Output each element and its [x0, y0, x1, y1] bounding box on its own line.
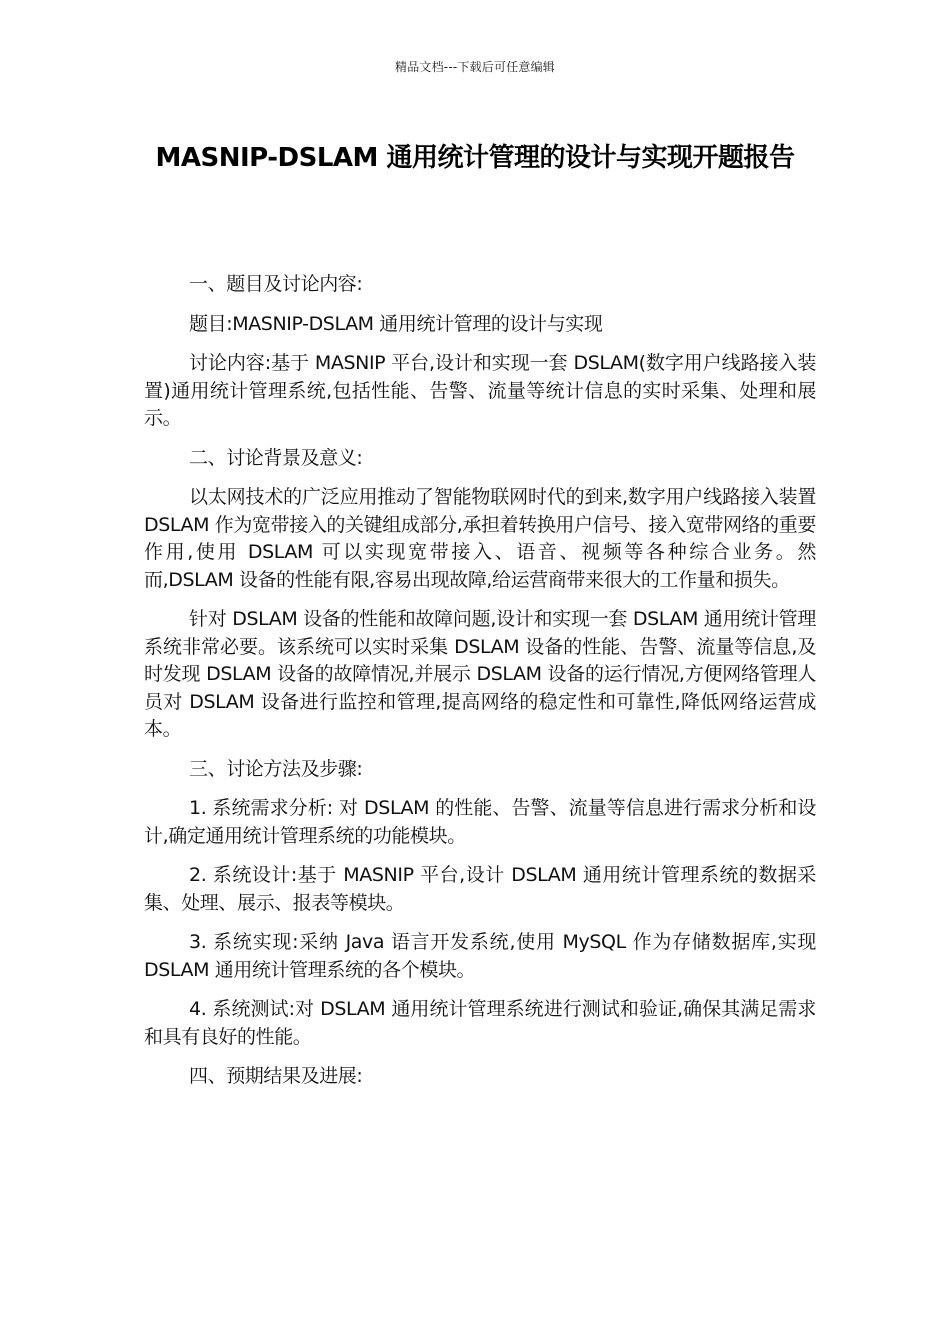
paragraph-step-2: 2. 系统设计:基于 MASNIP 平台,设计 DSLAM 通用统计管理系统的数据采集、处理、展示、报表等模块。 — [144, 864, 816, 914]
document-title: MASNIP-DSLAM 通用统计管理的设计与实现开题报告 — [155, 143, 795, 173]
section-heading-topic: 一、题目及讨论内容: — [189, 273, 363, 295]
document-body — [144, 271, 816, 1103]
paragraph-background-1: 以太网技术的广泛应用推动了智能物联网时代的到来,数字用户线路接入装置 DSLAM 作为宽带接入的关键组成部分,承担着转换用户信号、接入宽带网络的重要作用,使用 DSLAM 可以实现宽带接入、语音、视频等各种综合业务。然而,DSLAM 设备的性能有限,容易出现故障,给运营商带来很大的工作量和损失。 — [144, 486, 816, 591]
section-heading-methods: 三、讨论方法及步骤: — [189, 757, 363, 780]
paragraph-step-4: 4. 系统测试:对 DSLAM 通用统计管理系统进行测试和验证,确保其满足需求和具有良好的性能。 — [144, 998, 816, 1048]
paragraph-topic-title: 题目:MASNIP-DSLAM 通用统计管理的设计与实现 — [189, 312, 603, 335]
page-header: 精品文档---下载后可任意编辑 — [395, 60, 555, 74]
section-heading-background: 二、讨论背景及意义: — [189, 446, 363, 469]
paragraph-background-2: 针对 DSLAM 设备的性能和故障问题,设计和实现一套 DSLAM 通用统计管理系统非常必要。该系统可以实时采集 DSLAM 设备的性能、告警、流量等信息,及时发现 DSLAM 设备的故障情况,并展示 DSLAM 设备的运行情况,方便网络管理人员对 DSLAM 设备进行监控和管理,提高网络的稳定性和可靠性,降低网络运营成本。 — [144, 608, 816, 740]
paragraph-step-3: 3. 系统实现:采纳 Java 语言开发系统,使用 MySQL 作为存储数据库,实现 DSLAM 通用统计管理系统的各个模块。 — [144, 931, 816, 981]
paragraph-step-1: 1. 系统需求分析: 对 DSLAM 的性能、告警、流量等信息进行需求分析和设计,确定通用统计管理系统的功能模块。 — [144, 797, 816, 847]
section-heading-results: 四、预期结果及进展: — [189, 1065, 363, 1087]
paragraph-research-content: 讨论内容:基于 MASNIP 平台,设计和实现一套 DSLAM(数字用户线路接入装置)通用统计管理系统,包括性能、告警、流量等统计信息的实时采集、处理和展示。 — [144, 352, 816, 429]
